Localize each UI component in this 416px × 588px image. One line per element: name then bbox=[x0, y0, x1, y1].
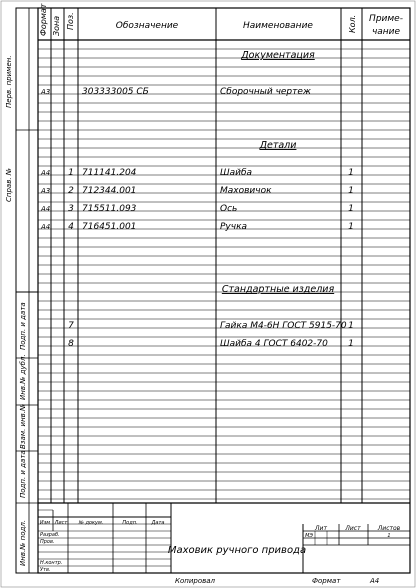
footer-format-label: Формат bbox=[312, 577, 341, 585]
row-qty: 1 bbox=[348, 204, 354, 214]
row-format: А3 bbox=[41, 88, 51, 96]
row-pos: 3 bbox=[68, 204, 74, 214]
row-qty: 1 bbox=[348, 186, 354, 196]
tb-developed: Разраб. bbox=[40, 532, 60, 538]
row-designation: 711141.204 bbox=[82, 168, 137, 178]
side-first-use: Перв. примен. bbox=[5, 55, 13, 108]
title-block-lines bbox=[38, 503, 410, 573]
section-title: Документация bbox=[241, 50, 315, 61]
tb-sheets-label: Листов bbox=[377, 525, 401, 532]
header-note-2: чание bbox=[371, 27, 401, 37]
side-inv-orig: Инв.№ подл. bbox=[19, 519, 27, 566]
side-sign-date-1: Подп. и дата bbox=[19, 302, 27, 350]
tb-norm-control: Н.контр. bbox=[40, 560, 63, 566]
header-qty: Кол. bbox=[348, 14, 357, 33]
tb-signature: Подп. bbox=[122, 520, 138, 526]
row-name: Ось bbox=[220, 204, 238, 214]
tb-sheet-label: Лист bbox=[345, 525, 361, 532]
row-designation: 715511.093 bbox=[82, 204, 137, 214]
row-designation: 716451.001 bbox=[82, 222, 137, 232]
row-qty: 1 bbox=[348, 339, 354, 349]
header-pos: Поз. bbox=[66, 12, 75, 30]
tb-sheet: Лист bbox=[54, 520, 68, 526]
row-pos: 7 bbox=[68, 321, 74, 331]
row-format: А3 bbox=[41, 187, 51, 195]
row-name: Ручка bbox=[220, 222, 248, 232]
header-note-1: Приме- bbox=[369, 14, 403, 24]
row-pos: 2 bbox=[68, 186, 74, 196]
table-row-lines bbox=[38, 49, 410, 499]
row-format: А4 bbox=[41, 169, 51, 177]
row-name: Гайка М4-6Н ГОСТ 5915-70 bbox=[220, 321, 347, 331]
row-format: А4 bbox=[41, 223, 51, 231]
row-name: Шайба 4 ГОСТ 6402-70 bbox=[220, 339, 328, 349]
footer-format-value: А4 bbox=[370, 577, 380, 585]
header-format: Формат bbox=[39, 3, 48, 36]
row-pos: 8 bbox=[68, 339, 74, 349]
row-name: Сборочный чертеж bbox=[220, 87, 312, 97]
header-zone: Зона bbox=[52, 15, 61, 36]
tb-doc-no: № докум. bbox=[78, 520, 104, 526]
tb-sheets-value: 1 bbox=[387, 533, 391, 539]
row-pos: 4 bbox=[68, 222, 74, 232]
row-format: А4 bbox=[41, 205, 51, 213]
header-designation: Обозначение bbox=[115, 21, 179, 31]
header-name: Наименование bbox=[243, 21, 313, 31]
row-designation: 303333005 СБ bbox=[82, 87, 149, 97]
row-qty: 1 bbox=[348, 222, 354, 232]
tb-lit: Лит bbox=[315, 525, 327, 532]
row-qty: 1 bbox=[348, 321, 354, 331]
table-column-lines bbox=[51, 8, 362, 503]
row-pos: 1 bbox=[68, 168, 74, 178]
table-rows bbox=[40, 50, 354, 349]
tb-mark: МЭ bbox=[305, 533, 313, 539]
side-sign-date-2: Подп. и дата bbox=[19, 450, 27, 498]
tb-change: Изм bbox=[39, 520, 51, 526]
row-designation: 712344.001 bbox=[82, 186, 137, 196]
section-title: Детали bbox=[259, 140, 297, 151]
section-title: Стандартные изделия bbox=[221, 284, 335, 295]
side-strip-upper bbox=[16, 8, 38, 292]
tb-checked: Пров. bbox=[40, 539, 55, 545]
row-qty: 1 bbox=[348, 168, 354, 178]
tb-approved: Утв. bbox=[40, 567, 51, 573]
side-inv-dup: Инв.№ дубл. bbox=[19, 354, 27, 400]
tb-date: Дата bbox=[151, 520, 165, 526]
row-name: Шайба bbox=[220, 168, 253, 178]
side-replace-inv: Взам. инв.№ bbox=[19, 403, 27, 449]
row-name: Маховичок bbox=[220, 186, 272, 196]
tb-title: Маховик ручного привода bbox=[167, 545, 307, 556]
footer-copied: Копировал bbox=[175, 577, 215, 585]
side-ref-no: Справ. № bbox=[5, 167, 13, 202]
